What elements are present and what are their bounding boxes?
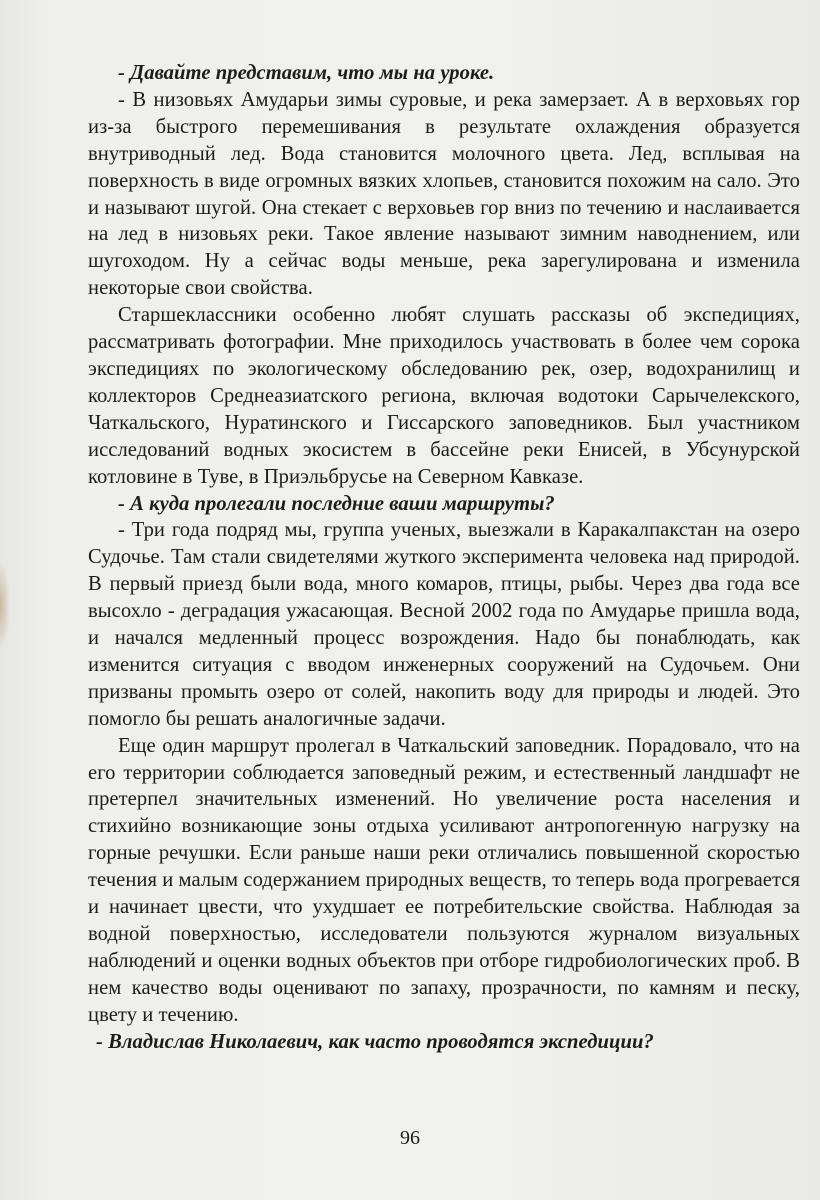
interviewer-question-1: - Давайте представим, что мы на уроке. [118,62,495,84]
answer-paragraph-4: Еще один маршрут пролегал в Чаткальский заповедник. Порадовало, что на его территории соблюдается заповедный режим, и естественный ландшафт не претерпел значительных изменений. Но увеличение роста населения и стихийно возникающие зоны отдыха усиливают антропогенную нагрузку на горные речушки. Если раньше наши реки отличались повышенной скоростью течения и малым содержанием природных веществ, то теперь вода прогревается и начинает цвести, что ухудшает ее потребительские свойства. Наблюдая за водной поверхностью, исследователи пользуются журналом визуальных наблюдений и оценки водных объектов при отборе гидробиологических проб. В нем качество воды оценивают по запаху, прозрачности, по камням и песку, цвету и течению. [88,734,800,1026]
interviewer-question-3: - Владислав Николаевич, как часто проводятся экспедиции? [96,1030,654,1053]
answer-paragraph-3: - Три года подряд мы, группа ученых, выезжали в Каракалпакстан на озеро Судочье. Там стали свидетелями жуткого эксперимента человека над природой. В первый приезд были вода, много комаров, птицы, рыбы. Через два года все высохло - деградация ужасающая. Весной 2002 года по Амударье пришла вода, и начался медленный процесс возрождения. Надо бы понаблюдать, как изменится ситуация с вводом инженерных сооружений на Судочьем. Они призваны промыть озеро от солей, накопить воду для природы и людей. Это помогло бы решать аналогичные задачи. [88,519,800,730]
body-text [88,60,800,1056]
answer-paragraph-2: Старшеклассники особенно любят слушать рассказы об экспедициях, рассматривать фотографии. Мне приходилось участвовать в более чем сорока экспедициях по экологическому обследованию рек, озер, водохранилищ и коллекторов Среднеазиатского региона, включая водотоки Сарычелекского, Чаткальского, Нуратинского и Гиссарского заповедников. Был участником исследований водных экосистем в бассейне реки Енисей, в Убсунурской котловине в Туве, в Приэльбрусье на Северном Кавказе. [88,304,800,488]
interviewer-question-2: - А куда пролегали последние ваши маршруты? [118,492,555,515]
page-number: 96 [400,1127,420,1149]
page-edge-shadow [0,560,10,650]
answer-paragraph-1: - В низовьях Амударьи зимы суровые, и река замерзает. А в верховьях гор из-за быстрого перемешивания в результате охлаждения образуется внутриводный лед. Вода становится молочного цвета. Лед, всплывая на поверхность в виде огромных вязких хлопьев, становится похожим на сало. Это и называют шугой. Она стекает с верховьев гор вниз по течению и наслаивается на лед в низовьях реки. Такое явление называют зимним наводнением, или шугоходом. Ну а сейчас воды меньше, река зарегулирована и изменила некоторые свои свойства. [88,88,800,300]
